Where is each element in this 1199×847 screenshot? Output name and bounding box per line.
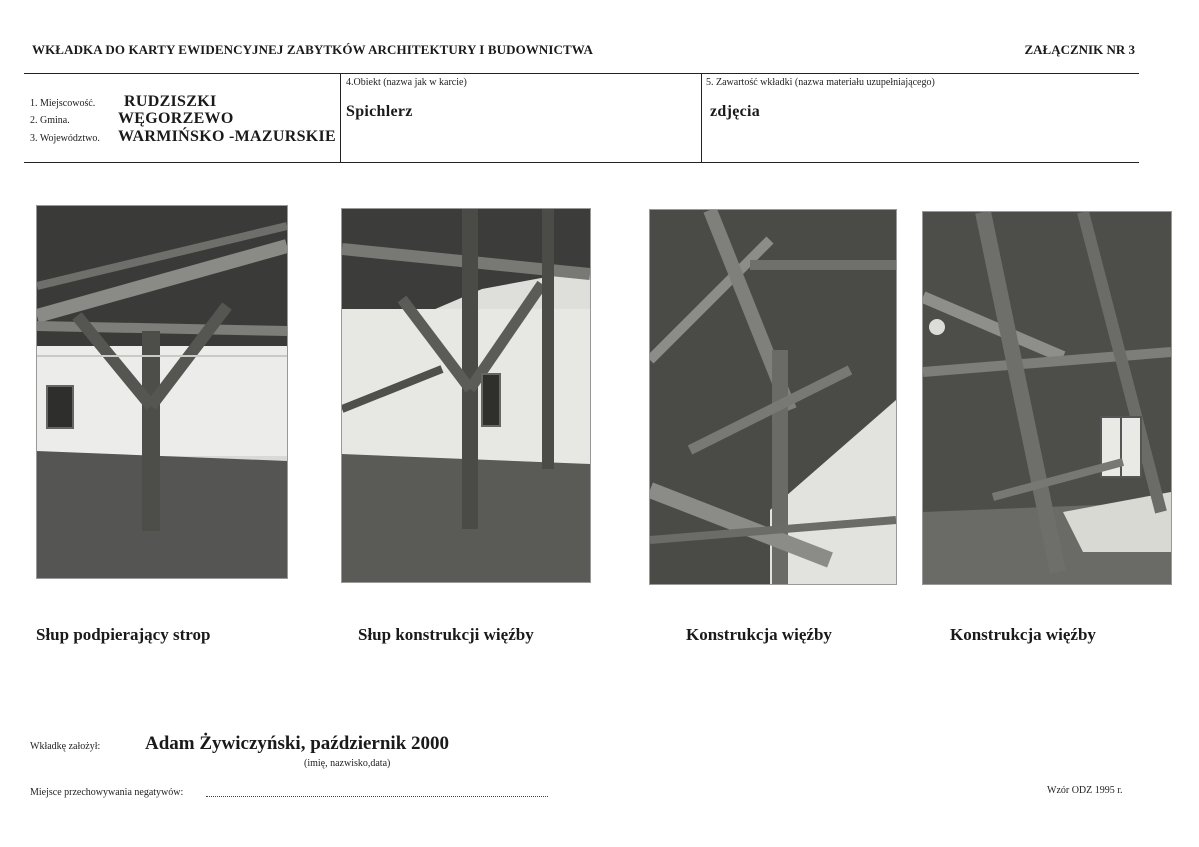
table-top-rule bbox=[24, 73, 1139, 74]
voivodeship-field bbox=[30, 128, 336, 146]
photo-caption-2: Słup konstrukcji więźby bbox=[358, 625, 534, 644]
photo-roof-truss-2 bbox=[922, 211, 1172, 585]
place-label: 1. Miejscowość. bbox=[30, 98, 96, 109]
negatives-line bbox=[206, 796, 548, 797]
author-value: Adam Żywiczyński, październik 2000 bbox=[145, 733, 450, 754]
negatives-label: Miejsce przechowywania negatywów: bbox=[30, 787, 184, 798]
content-value: zdjęcia bbox=[710, 103, 761, 120]
annex-number: ZAŁĄCZNIK NR 3 bbox=[1024, 42, 1135, 57]
place-value: RUDZISZKI bbox=[124, 93, 217, 110]
photo-roof-truss-1 bbox=[649, 209, 897, 585]
commune-value: WĘGORZEWO bbox=[118, 110, 234, 127]
photo-caption-4: Konstrukcja więźby bbox=[950, 625, 1096, 644]
photo-caption-1: Słup podpierający strop bbox=[36, 625, 211, 644]
commune-label: 2. Gmina. bbox=[30, 115, 70, 126]
table-bottom-rule bbox=[24, 162, 1139, 163]
object-label: 4.Obiekt (nazwa jak w karcie) bbox=[346, 77, 467, 88]
object-value: Spichlerz bbox=[346, 103, 413, 120]
content-label: 5. Zawartość wkładki (nazwa materiału uzupełniającego) bbox=[706, 77, 935, 88]
author-hint: (imię, nazwisko,data) bbox=[304, 758, 391, 769]
template-version: Wzór ODZ 1995 r. bbox=[1047, 785, 1123, 796]
photo-caption-3: Konstrukcja więźby bbox=[686, 625, 832, 644]
table-divider-1 bbox=[340, 73, 341, 163]
document-title: WKŁADKA DO KARTY EWIDENCYJNEJ ZABYTKÓW ARCHITEKTURY I BUDOWNICTWA bbox=[32, 42, 593, 57]
author-label: Wkładkę założył: bbox=[30, 741, 101, 752]
voivodeship-label: 3. Województwo. bbox=[30, 133, 100, 144]
table-divider-2 bbox=[701, 73, 702, 163]
commune-field bbox=[30, 110, 234, 128]
photo-post-supporting-ceiling bbox=[36, 205, 288, 579]
voivodeship-value: WARMIŃSKO -MAZURSKIE bbox=[118, 128, 337, 145]
place-field bbox=[30, 93, 217, 111]
photo-truss-post bbox=[341, 208, 591, 583]
